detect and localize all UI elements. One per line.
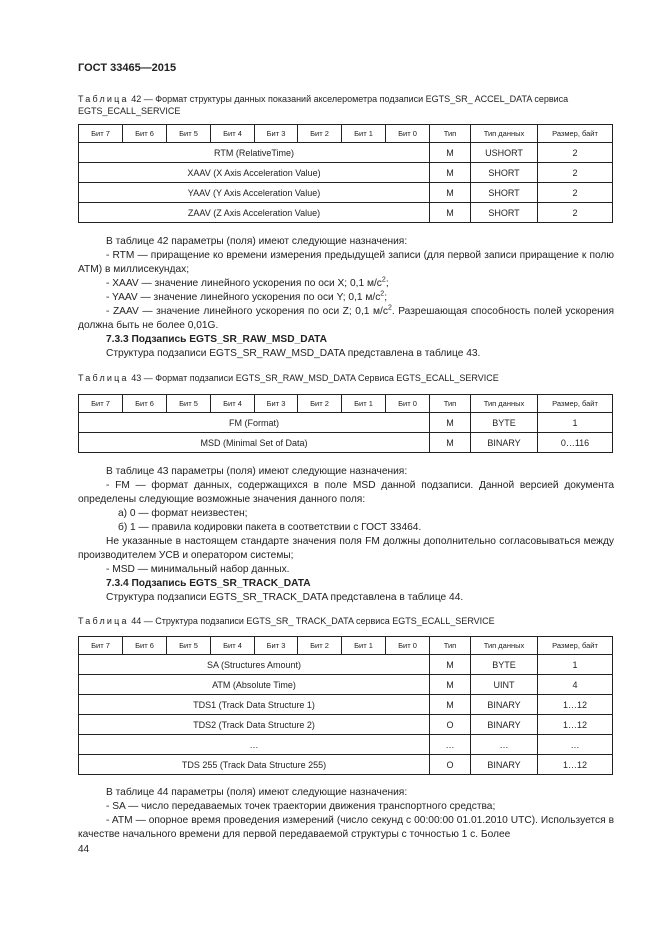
header-cell: Бит 2 xyxy=(298,395,342,413)
paragraph: - YAAV — значение линейного ускорения по оси Y; 0,1 $м/с^2$; xyxy=(106,290,388,303)
superscript: 2 xyxy=(387,304,392,312)
caption-text: 43 — Формат подзаписи EGTS_SR_RAW_MSD_DATA Сервиса EGTS_ECALL_SERVICE xyxy=(131,373,499,383)
field-size: 0…116 xyxy=(538,433,613,453)
table-row xyxy=(79,203,613,223)
field-type: M xyxy=(430,143,471,163)
header-row xyxy=(79,125,613,143)
header-cell: Бит 5 xyxy=(167,395,211,413)
header-cell: Бит 1 xyxy=(342,125,386,143)
field-type: M xyxy=(430,183,471,203)
header-cell: Бит 6 xyxy=(123,395,167,413)
field-size: 2 xyxy=(538,163,613,183)
table-44-caption xyxy=(78,615,618,627)
header-cell: Тип данных xyxy=(471,637,538,655)
field-datatype: SHORT xyxy=(471,203,538,223)
header-row xyxy=(79,637,613,655)
field-datatype: SHORT xyxy=(471,163,538,183)
paragraph: В таблице 43 параметры (поля) имеют следующие назначения: xyxy=(106,466,408,477)
header-cell: Бит 5 xyxy=(167,637,211,655)
caption-label: Таблица xyxy=(78,94,129,104)
section-heading: 7.3.3 Подзапись EGTS_SR_RAW_MSD_DATA xyxy=(106,334,327,345)
field-type: M xyxy=(430,695,471,715)
caption-label: Таблица xyxy=(78,373,129,383)
table-row xyxy=(79,413,613,433)
header-cell: Бит 7 xyxy=(79,637,123,655)
field-type: M xyxy=(430,433,471,453)
header-cell: Бит 5 xyxy=(167,125,211,143)
field-type: M xyxy=(430,163,471,183)
paragraph: - SA — число передаваемых точек траектории движения транспортного средства; xyxy=(106,801,496,812)
field-size: 2 xyxy=(538,183,613,203)
field-name: XAAV (X Axis Acceleration Value) xyxy=(79,163,430,183)
table-row xyxy=(79,755,613,775)
paragraph: Не указанные в настоящем стандарте значения поля FM должны дополнительно согласовываться между производителем УСВ и оператором системы; xyxy=(78,536,614,561)
header-row xyxy=(79,395,613,413)
table-row xyxy=(79,735,613,755)
header-cell: Бит 7 xyxy=(79,125,123,143)
table-row xyxy=(79,143,613,163)
field-name: ZAAV (Z Axis Acceleration Value) xyxy=(79,203,430,223)
table-42 xyxy=(78,124,613,223)
header-cell: Бит 4 xyxy=(211,125,255,143)
text: - ZAAV — значение линейного ускорения по оси Z; 0,1 м/с xyxy=(106,306,388,317)
field-size: 1…12 xyxy=(538,715,613,735)
field-size: 1…12 xyxy=(538,695,613,715)
paragraph: В таблице 42 параметры (поля) имеют следующие назначения: xyxy=(106,236,408,247)
table-row xyxy=(79,715,613,735)
table-42-description xyxy=(78,235,614,361)
field-type: … xyxy=(430,735,471,755)
header-cell: Тип xyxy=(430,637,471,655)
field-name: … xyxy=(79,735,430,755)
table-44-description xyxy=(78,786,614,842)
header-cell: Бит 0 xyxy=(386,637,430,655)
superscript: 2 xyxy=(381,276,386,284)
table-row xyxy=(79,163,613,183)
section-heading: 7.3.4 Подзапись EGTS_SR_TRACK_DATA xyxy=(106,578,311,589)
header-cell: Бит 7 xyxy=(79,395,123,413)
header-cell: Бит 6 xyxy=(123,125,167,143)
header-cell: Размер, байт xyxy=(538,637,613,655)
field-datatype: SHORT xyxy=(471,183,538,203)
table-43-description xyxy=(78,465,614,605)
header-cell: Бит 0 xyxy=(386,125,430,143)
paragraph: - FM — формат данных, содержащихся в поле MSD данной подзаписи. Данной версией документа определены следующие возможные значения данного поля: xyxy=(78,480,614,505)
field-size: 1 xyxy=(538,655,613,675)
document-header: ГОСТ 33465—2015 xyxy=(78,62,177,74)
field-datatype: … xyxy=(471,735,538,755)
header-cell: Бит 4 xyxy=(211,637,255,655)
caption-label: Таблица xyxy=(78,616,129,626)
text: - YAAV — значение линейного ускорения по оси Y; 0,1 м/с xyxy=(106,292,381,303)
field-name: YAAV (Y Axis Acceleration Value) xyxy=(79,183,430,203)
table-43-caption xyxy=(78,372,618,384)
paragraph: - XAAV — значение линейного ускорения по оси X; 0,1 $м/с^2$; xyxy=(106,276,389,289)
paragraph: В таблице 44 параметры (поля) имеют следующие назначения: xyxy=(106,787,408,798)
header-cell: Бит 3 xyxy=(255,395,298,413)
table-row xyxy=(79,675,613,695)
header-cell: Бит 1 xyxy=(342,395,386,413)
header-cell: Бит 2 xyxy=(298,637,342,655)
paragraph: - MSD — минимальный набор данных. xyxy=(106,564,290,575)
header-cell: Бит 6 xyxy=(123,637,167,655)
field-name: MSD (Minimal Set of Data) xyxy=(79,433,430,453)
field-size: 2 xyxy=(538,203,613,223)
list-item: а) 0 — формат неизвестен; xyxy=(118,508,248,519)
field-name: TDS2 (Track Data Structure 2) xyxy=(79,715,430,735)
field-type: O xyxy=(430,755,471,775)
list-item: б) 1 — правила кодировки пакета в соответствии с ГОСТ 33464. xyxy=(118,522,422,533)
header-cell: Размер, байт xyxy=(538,125,613,143)
field-size: 1 xyxy=(538,413,613,433)
header-cell: Размер, байт xyxy=(538,395,613,413)
field-datatype: BYTE xyxy=(471,413,538,433)
field-type: O xyxy=(430,715,471,735)
table-row xyxy=(79,433,613,453)
header-cell: Бит 1 xyxy=(342,637,386,655)
table-43 xyxy=(78,394,613,453)
text: - XAAV — значение линейного ускорения по оси X; 0,1 м/с xyxy=(106,278,382,289)
field-name: TDS 255 (Track Data Structure 255) xyxy=(79,755,430,775)
field-datatype: BYTE xyxy=(471,655,538,675)
table-44 xyxy=(78,636,613,775)
field-size: 4 xyxy=(538,675,613,695)
paragraph: Структура подзаписи EGTS_SR_RAW_MSD_DATA представлена в таблице 43. xyxy=(106,348,481,359)
field-datatype: BINARY xyxy=(471,433,538,453)
field-type: M xyxy=(430,675,471,695)
header-cell: Бит 2 xyxy=(298,125,342,143)
header-cell: Бит 3 xyxy=(255,637,298,655)
text: . Разрешающая способность полей ускорения должна быть не более 0,01G. xyxy=(78,306,614,331)
paragraph xyxy=(78,305,614,333)
field-type: M xyxy=(430,413,471,433)
field-name: SA (Structures Amount) xyxy=(79,655,430,675)
field-datatype: UINT xyxy=(471,675,538,695)
paragraph: - RTM — приращение ко времени измерения предыдущей записи (для первой записи приращение к полю ATM) в миллисекундах; xyxy=(78,250,614,275)
field-datatype: BINARY xyxy=(471,715,538,735)
superscript: 2 xyxy=(380,290,385,298)
header-cell: Тип xyxy=(430,125,471,143)
field-name: TDS1 (Track Data Structure 1) xyxy=(79,695,430,715)
table-row xyxy=(79,695,613,715)
header-cell: Бит 4 xyxy=(211,395,255,413)
field-name: FM (Format) xyxy=(79,413,430,433)
field-type: M xyxy=(430,203,471,223)
header-cell: Тип xyxy=(430,395,471,413)
table-42-caption xyxy=(78,93,618,117)
field-datatype: USHORT xyxy=(471,143,538,163)
header-cell: Тип данных xyxy=(471,395,538,413)
field-type: M xyxy=(430,655,471,675)
caption-text: 42 — Формат структуры данных показаний акселерометра подзаписи EGTS_SR_ ACCEL_DATA сервиса EGTS_ECALL_SERVICE xyxy=(78,94,569,116)
table-row xyxy=(79,183,613,203)
field-size: 1…12 xyxy=(538,755,613,775)
field-size: … xyxy=(538,735,613,755)
page-number: 44 xyxy=(78,844,90,855)
field-datatype: BINARY xyxy=(471,695,538,715)
caption-text: 44 — Структура подзаписи EGTS_SR_ TRACK_DATA сервиса EGTS_ECALL_SERVICE xyxy=(131,616,495,626)
paragraph: Структура подзаписи EGTS_SR_TRACK_DATA представлена в таблице 44. xyxy=(106,592,464,603)
table-row xyxy=(79,655,613,675)
paragraph: - ATM — опорное время проведения измерений (число секунд с 00:00:00 01.01.2010 UTC). Используется в качестве начального времени для первой передаваемой структуры с точностью 1 с. Более xyxy=(78,815,614,840)
header-cell: Тип данных xyxy=(471,125,538,143)
header-cell: Бит 3 xyxy=(255,125,298,143)
field-name: RTM (RelativeTime) xyxy=(79,143,430,163)
field-name: ATM (Absolute Time) xyxy=(79,675,430,695)
field-datatype: BINARY xyxy=(471,755,538,775)
header-cell: Бит 0 xyxy=(386,395,430,413)
field-size: 2 xyxy=(538,143,613,163)
